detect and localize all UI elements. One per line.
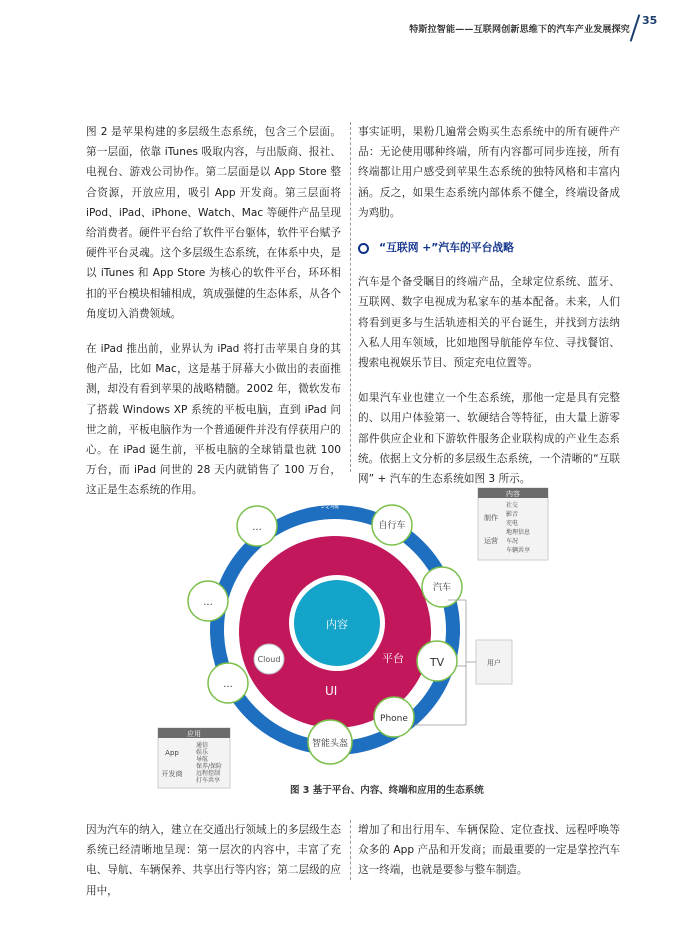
running-title: 特斯拉智能——互联网创新思维下的汽车产业发展探究 bbox=[409, 25, 630, 35]
svg-text:TV: TV bbox=[429, 656, 445, 669]
svg-text:汽车: 汽车 bbox=[432, 583, 452, 593]
left-paragraph-1: 图 2 是苹果构建的多层级生态系统，包含三个层面。第一层面，依靠 iTunes 吸取内容，与出版商、报社、电视台、游戏公司协作。第二层面是以 App Store 整合资源，开放应用，吸引 App 开发商。第三层面将 iPod、iPad、iPhone、Watch、Mac 等硬件产品呈现给消费者。硬件平台给了软件平台躯体，软件平台赋予硬件平台灵魂。这个多层级生态系统，在体系中央，是以 iTunes 和 App Store 为核心的软件平台，环环相扣的平台模块相辅相成，筑成强健的生态体系，从各个角度切入消费领域。 bbox=[86, 126, 341, 320]
node-bicycle bbox=[372, 505, 412, 545]
content-box bbox=[478, 488, 548, 560]
ui-label: UI bbox=[325, 684, 338, 698]
left-paragraph-2: 在 iPad 推出前，业界认为 iPad 将打击苹果自身的其他产品，比如 Mac，这是基于屏幕大小做出的表面推测，却没有看到苹果的战略精髓。2002 年，微软发布了搭载 Windows XP 系统的平板电脑，直到 iPad 问世之前，平板电脑作为一个普通硬件并没有俘获用户的心。在 iPad 诞生前，平板电脑的全球销量也就 100 万台，而 iPad 问世的 28 天内就销售了 100 万台，这正是生态系统的作用。 bbox=[86, 343, 341, 497]
page-number-slash bbox=[630, 14, 641, 41]
svg-text:自行车: 自行车 bbox=[378, 521, 406, 531]
app-box bbox=[158, 728, 230, 788]
ecosystem-diagram bbox=[150, 480, 550, 784]
svg-text:智能头盔: 智能头盔 bbox=[311, 739, 349, 749]
bottom-right-paragraph: 增加了和出行用车、车辆保险、定位查找、远程呼唤等众多的 App 产品和开发商；而最重要的一定是掌控汽车这一终端，也就是要参与整车制造。 bbox=[358, 824, 620, 877]
figure-caption: 图 3 基于平台、内容、终端和应用的生态系统 bbox=[290, 785, 484, 796]
svg-text:娱乐: 娱乐 bbox=[196, 749, 209, 756]
section-bullet-icon bbox=[358, 243, 369, 254]
svg-text:制作: 制作 bbox=[484, 514, 498, 522]
node-ellipsis-2 bbox=[188, 581, 228, 621]
svg-text:Phone: Phone bbox=[380, 714, 408, 724]
bottom-left-paragraph: 因为汽车的纳入，建立在交通出行领域上的多层级生态系统已经清晰地呈现：第一层次的内容中，丰富了充电、导航、车辆保养、共享出行等内容；第二层级的应用中， bbox=[86, 824, 341, 897]
content-label: 内容 bbox=[326, 618, 348, 631]
svg-text:通信: 通信 bbox=[196, 742, 209, 749]
right-paragraph-2: 汽车是个备受瞩目的终端产品，全球定位系统、蓝牙、互联网、数字电视成为私家车的基本配备。未来，人们将看到更多与生活轨迹相关的平台诞生，并找到方法纳入私人用车领域，比如地图导航能停车位、寻找餐馆、搜索电视娱乐节目、预定充电位置等。 bbox=[358, 276, 620, 370]
section-heading bbox=[358, 238, 620, 258]
svg-text:运营: 运营 bbox=[484, 537, 498, 545]
section-title: “互联网 +”汽车的平台战略 bbox=[379, 241, 514, 255]
svg-text:影音: 影音 bbox=[506, 511, 519, 518]
svg-text:...: ... bbox=[203, 597, 213, 608]
svg-text:内容: 内容 bbox=[506, 490, 520, 498]
right-paragraph-1: 事实证明，果粉几遍常会购买生态系统中的所有硬件产品：无论使用哪种终端，所有内容都可同步连接，所有终端都让用户感受到苹果生态系统的独特风格和丰富内涵。反之，如果生态系统内部体系不健全，终端设备成为鸡肋。 bbox=[358, 126, 620, 219]
terminal-ring-label: 终端 bbox=[320, 501, 340, 511]
bottom-column-divider bbox=[350, 820, 351, 880]
node-ellipsis-3 bbox=[208, 663, 248, 703]
platform-label: 平台 bbox=[382, 652, 404, 665]
column-divider bbox=[350, 122, 351, 472]
right-paragraph-3: 如果汽车业也建立一个生态系统，那他一定是具有完整的、以用户体验第一、软硬结合等特征，由大量上游零部件供应企业和下游软件服务企业联构成的产业生态系统。依据上文分析的多层级生态系统，一个清晰的“互联网” + 汽车的生态系统如图 3 所示。 bbox=[358, 392, 620, 486]
svg-text:...: ... bbox=[223, 679, 233, 690]
svg-text:社交: 社交 bbox=[506, 502, 519, 509]
page-number: 35 bbox=[642, 14, 658, 27]
svg-text:保养/保险: 保养/保险 bbox=[196, 763, 223, 770]
svg-text:用户: 用户 bbox=[487, 659, 501, 667]
left-column bbox=[86, 122, 341, 516]
svg-text:开发商: 开发商 bbox=[161, 770, 183, 778]
node-car bbox=[422, 567, 462, 607]
svg-text:...: ... bbox=[252, 522, 262, 533]
svg-text:充电: 充电 bbox=[506, 520, 519, 527]
ecosystem-figure bbox=[150, 480, 550, 784]
node-tv bbox=[417, 641, 457, 681]
svg-text:远程控制: 远程控制 bbox=[196, 770, 221, 777]
node-phone bbox=[374, 697, 414, 737]
node-smart-helmet bbox=[308, 720, 352, 764]
svg-text:打车共享: 打车共享 bbox=[196, 777, 221, 784]
svg-text:车况: 车况 bbox=[506, 538, 519, 545]
right-column bbox=[358, 122, 620, 504]
svg-text:应用: 应用 bbox=[187, 730, 201, 738]
svg-text:导航: 导航 bbox=[196, 756, 209, 763]
svg-text:地理信息: 地理信息 bbox=[506, 529, 531, 536]
svg-text:App: App bbox=[165, 749, 179, 757]
cloud-label: Cloud bbox=[257, 655, 281, 664]
svg-text:车辆共享: 车辆共享 bbox=[506, 547, 531, 554]
node-ellipsis-1 bbox=[237, 506, 277, 546]
